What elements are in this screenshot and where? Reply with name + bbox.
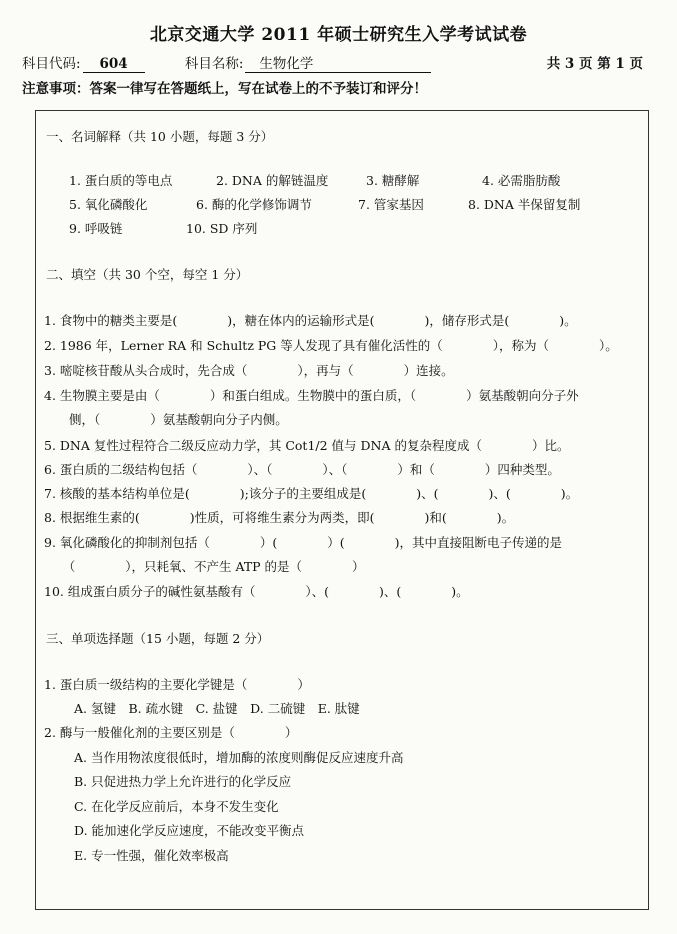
code-value: 604 bbox=[83, 56, 145, 73]
term-item: 4. 必需脂肪酸 bbox=[482, 173, 561, 188]
fill-blank-line: 侧，（ ）氨基酸朝向分子内侧。 bbox=[44, 412, 288, 427]
choice-option: E. 专一性强，催化效率极高 bbox=[74, 848, 229, 863]
choice-options: A. 氢键 B. 疏水键 C. 盐键 D. 二硫键 E. 肽键 bbox=[74, 701, 360, 716]
term-item: 1. 蛋白质的等电点 bbox=[69, 173, 173, 188]
term-item: 9. 呼吸链 bbox=[69, 221, 123, 236]
choice-question: 2. 酶与一般催化剂的主要区别是（ ） bbox=[44, 725, 298, 740]
code-label: 科目代码: bbox=[22, 56, 81, 72]
section2-heading: 二、填空（共 30 个空，每空 1 分） bbox=[46, 267, 249, 282]
fill-blank-line: （ ），只耗氧、不产生 ATP 的是（ ） bbox=[44, 559, 365, 574]
term-item: 6. 酶的化学修饰调节 bbox=[196, 197, 312, 212]
fill-blank-line: 4. 生物膜主要是由（ ）和蛋白组成。生物膜中的蛋白质，（ ）氨基酸朝向分子外 bbox=[44, 388, 579, 403]
term-item: 2. DNA 的解链温度 bbox=[216, 173, 329, 188]
choice-option: A. 当作用物浓度很低时，增加酶的浓度则酶促反应速度升高 bbox=[74, 750, 404, 765]
section3-heading: 三、单项选择题（15 小题，每题 2 分） bbox=[46, 631, 270, 646]
term-item: 7. 管家基因 bbox=[358, 197, 424, 212]
term-item: 10. SD 序列 bbox=[186, 221, 258, 236]
fill-blank-line: 8. 根据维生素的( )性质，可将维生素分为两类，即( )和( )。 bbox=[44, 510, 515, 525]
fill-blank-line: 1. 食物中的糖类主要是( )，糖在体内的运输形式是( )，储存形式是( )。 bbox=[44, 313, 577, 328]
subject-info-line bbox=[22, 52, 655, 72]
exam-title: 北京交通大学 2011 年硕士研究生入学考试试卷 bbox=[149, 25, 528, 45]
section1-heading: 一、名词解释（共 10 小题，每题 3 分） bbox=[46, 129, 274, 144]
choice-option: C. 在化学反应前后，本身不发生变化 bbox=[74, 799, 279, 814]
fill-blank-line: 9. 氧化磷酸化的抑制剂包括（ ）( ）( )，其中直接阻断电子传递的是 bbox=[44, 535, 563, 550]
choice-option: B. 只促进热力学上允许进行的化学反应 bbox=[74, 774, 292, 789]
choice-question: 1. 蛋白质一级结构的主要化学键是（ ） bbox=[44, 677, 310, 692]
fill-blank-line: 10. 组成蛋白质分子的碱性氨基酸有（ ）、( )、( )。 bbox=[44, 584, 469, 599]
choice-option: D. 能加速化学反应速度，不能改变平衡点 bbox=[74, 823, 305, 838]
page-counter: 共 3 页 第 1 页 bbox=[546, 56, 643, 72]
subject-value: 生物化学 bbox=[245, 52, 431, 73]
subject-label: 科目名称: bbox=[184, 56, 244, 72]
fill-blank-line: 2. 1986 年，Lerner RA 和 Schultz PG 等人发现了具有催化活性的（ ），称为（ ）。 bbox=[44, 338, 618, 353]
fill-blank-line: 3. 嘧啶核苷酸从头合成时，先合成（ ），再与（ ）连接。 bbox=[44, 363, 454, 378]
term-item: 3. 糖酵解 bbox=[366, 173, 420, 188]
fill-blank-line: 6. 蛋白质的二级结构包括（ ）、（ ）、（ ）和（ ）四种类型。 bbox=[44, 462, 560, 477]
fill-blank-line: 5. DNA 复性过程符合二级反应动力学，其 Cot1/2 值与 DNA 的复杂程度成（ ）比。 bbox=[44, 438, 570, 453]
term-item: 5. 氧化磷酸化 bbox=[69, 197, 148, 212]
notice-text: 注意事项：答案一律写在答题纸上，写在试卷上的不予装订和评分！ bbox=[22, 81, 427, 97]
fill-blank-line: 7. 核酸的基本结构单位是( );该分子的主要组成是( )、( )、( )。 bbox=[44, 486, 579, 501]
question-frame bbox=[35, 110, 649, 910]
term-item: 8. DNA 半保留复制 bbox=[468, 197, 581, 212]
